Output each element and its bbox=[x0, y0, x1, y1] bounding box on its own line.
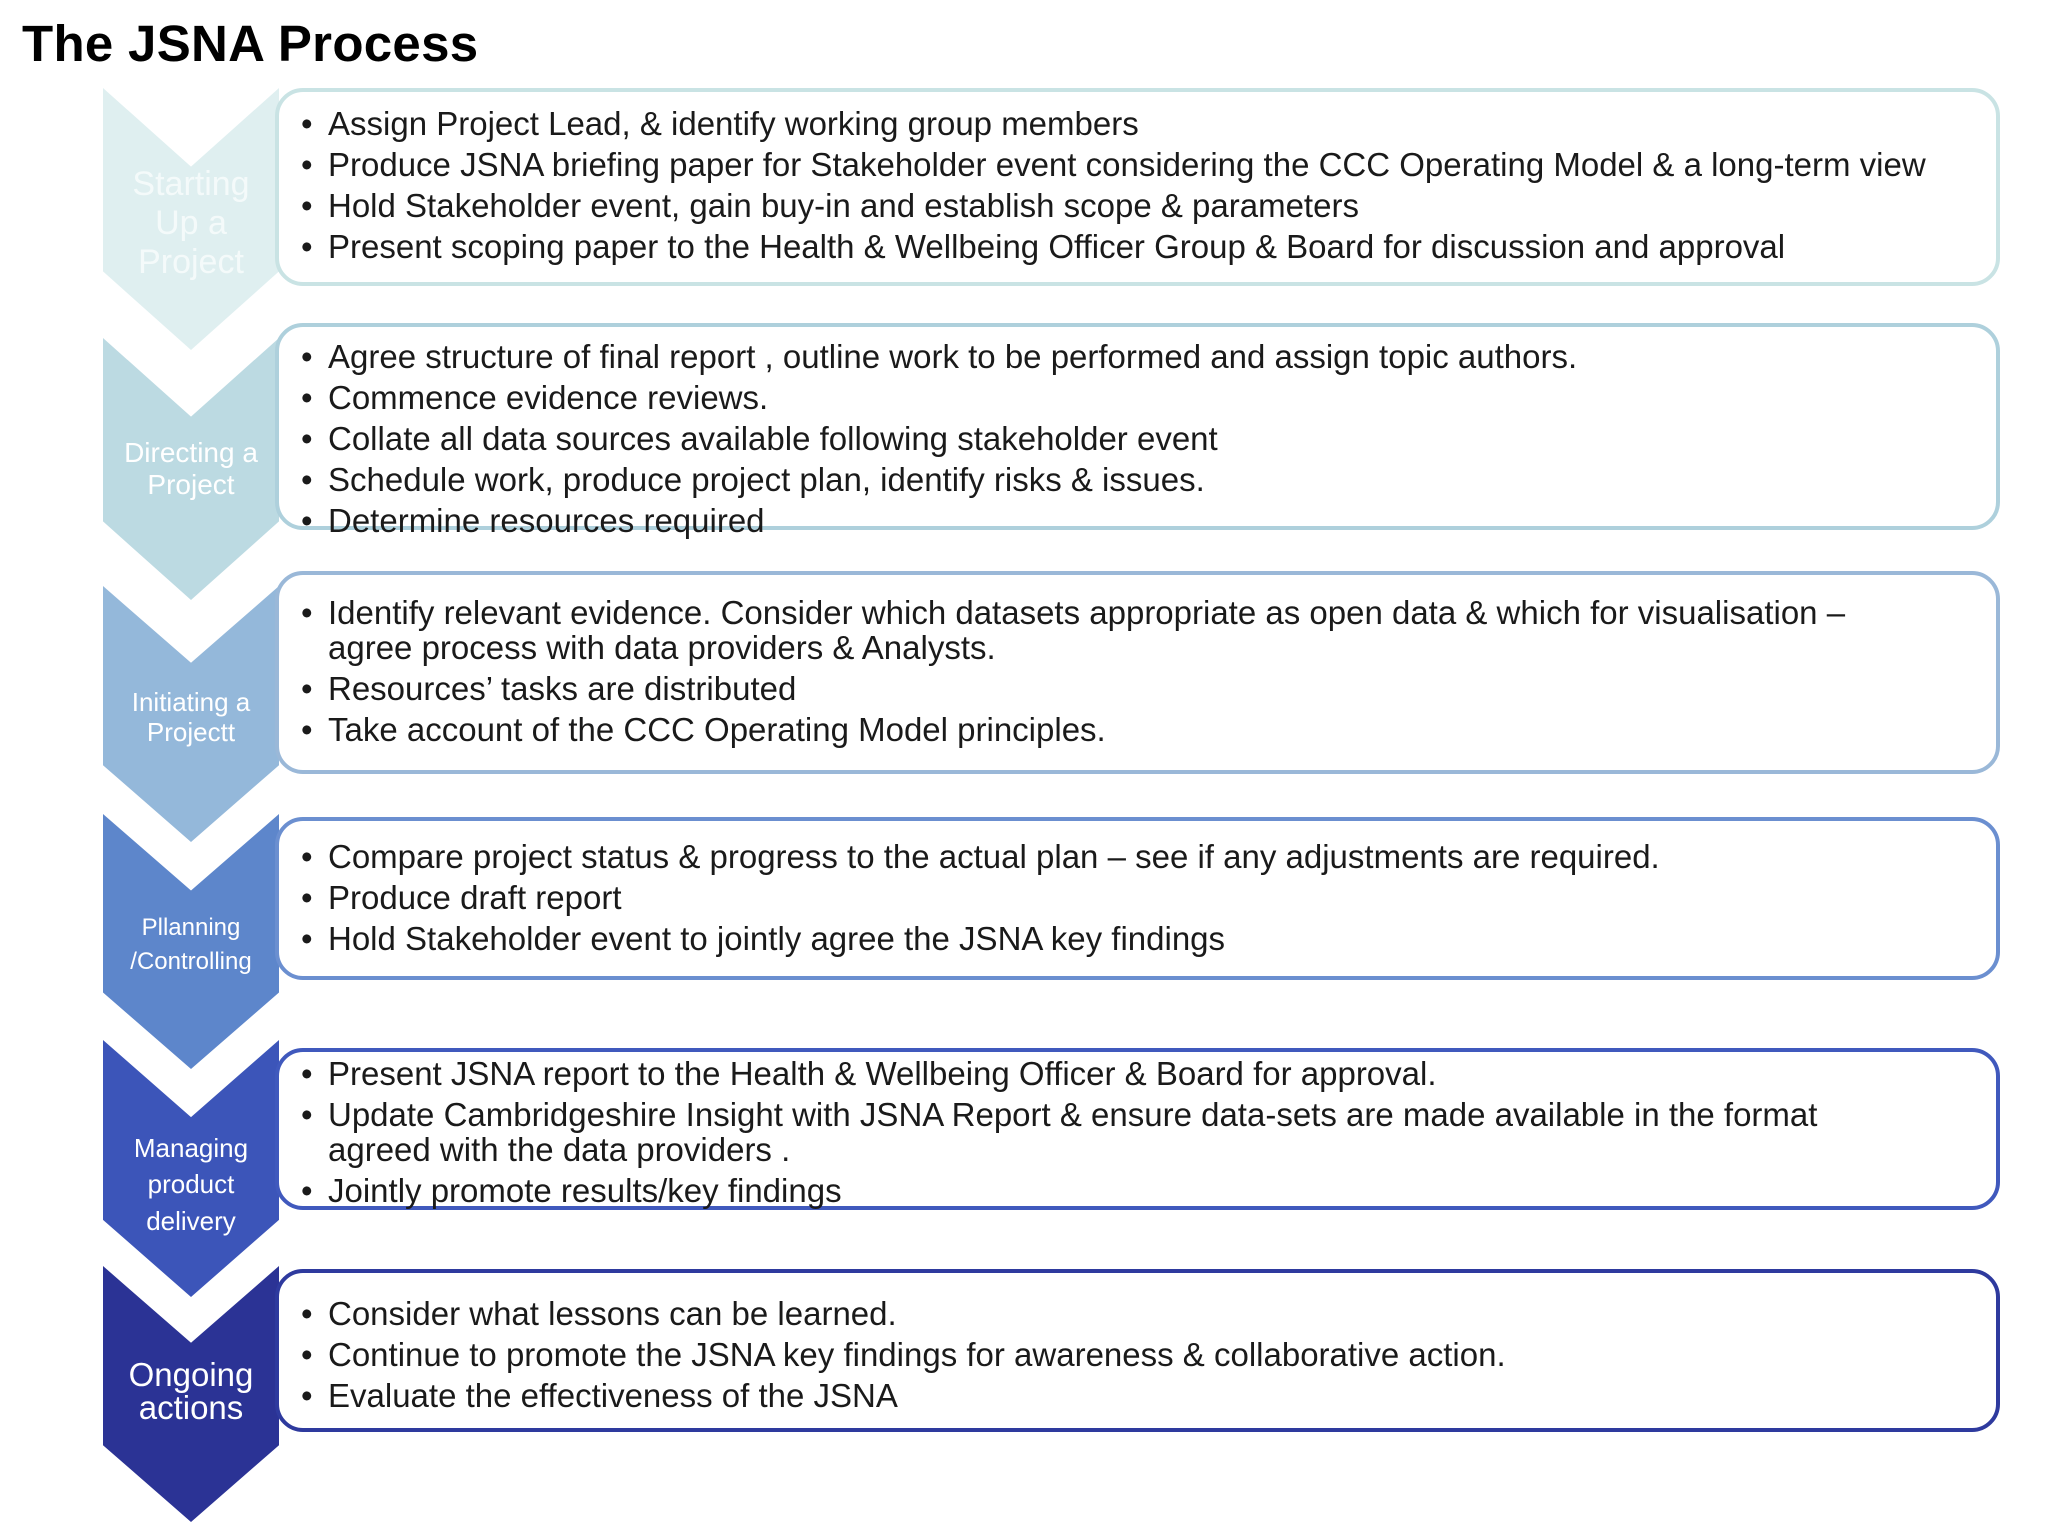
list-item: • Produce draft report bbox=[297, 880, 1996, 915]
stage-label-line: Pllanning bbox=[141, 914, 241, 941]
list-item: • Resources’ tasks are distributed bbox=[297, 671, 1996, 706]
list-item: • Evaluate the effectiveness of the JSNA bbox=[297, 1378, 1996, 1413]
list-item: • Continue to promote the JSNA key findings for awareness & collaborative action. bbox=[297, 1337, 1996, 1372]
list-item: • Agree structure of final report , outline work to be performed and assign topic authors. bbox=[297, 339, 1996, 374]
stage-item-list bbox=[297, 595, 1996, 747]
list-item: • Hold Stakeholder event, gain buy-in and establish scope & parameters bbox=[297, 188, 1996, 223]
stage-label-line: Projectt bbox=[146, 716, 236, 747]
stage-label-line: delivery bbox=[146, 1205, 236, 1236]
list-item: • Compare project status & progress to the actual plan – see if any adjustments are required. bbox=[297, 839, 1996, 874]
stage-item-list bbox=[297, 339, 1996, 538]
stage-box-starting-up bbox=[275, 88, 2000, 286]
stage-label-line: Directing a bbox=[124, 437, 258, 468]
stage-box-initiating bbox=[275, 571, 2000, 774]
list-item: • Commence evidence reviews. bbox=[297, 380, 1996, 415]
stage-box-planning bbox=[275, 817, 2000, 980]
list-item: • Take account of the CCC Operating Model principles. bbox=[297, 712, 1996, 747]
stage-item-list bbox=[297, 106, 1996, 264]
page-title: The JSNA Process bbox=[22, 15, 479, 72]
stage-label-ongoing bbox=[103, 1358, 279, 1424]
stage-label-managing bbox=[103, 1130, 279, 1239]
list-item: • Jointly promote results/key findings bbox=[297, 1173, 1996, 1208]
stage-label-line: actions bbox=[138, 1389, 244, 1426]
stage-item-list bbox=[297, 1056, 1996, 1208]
list-item: • Produce JSNA briefing paper for Stakeholder event considering the CCC Operating Model & a long-term view bbox=[297, 147, 1996, 182]
list-item: • Consider what lessons can be learned. bbox=[297, 1296, 1996, 1331]
stage-item-list bbox=[297, 1296, 1996, 1413]
list-item: • Present JSNA report to the Health & Wellbeing Officer & Board for approval. bbox=[297, 1056, 1996, 1091]
stage-label-line: Project bbox=[138, 243, 244, 282]
stage-label-planning bbox=[103, 911, 279, 978]
list-item: • Collate all data sources available following stakeholder event bbox=[297, 421, 1996, 456]
stage-label-line: product bbox=[147, 1169, 235, 1200]
stage-box-managing bbox=[275, 1048, 2000, 1210]
stage-box-ongoing bbox=[275, 1269, 2000, 1432]
stage-label-line: /Controlling bbox=[130, 947, 252, 975]
stage-item-list bbox=[297, 839, 1996, 956]
stage-label-initiating bbox=[103, 688, 279, 748]
stage-label-directing bbox=[103, 437, 279, 501]
stage-box-directing bbox=[275, 323, 2000, 539]
stage-label-line: Up a bbox=[155, 204, 227, 243]
list-item: • Assign Project Lead, & identify working group members bbox=[297, 106, 1996, 141]
stage-label-line: Starting bbox=[132, 165, 250, 203]
stage-label-starting-up bbox=[103, 165, 279, 282]
list-item: • Identify relevant evidence. Consider which datasets appropriate as open data & which for visualisation – agree process with data providers & Analysts. bbox=[297, 595, 1996, 665]
stage-label-line: Ongoing bbox=[128, 1356, 254, 1393]
list-item: • Determine resources required bbox=[297, 503, 1996, 538]
list-item: • Hold Stakeholder event to jointly agree the JSNA key findings bbox=[297, 921, 1996, 956]
list-item: • Schedule work, produce project plan, identify risks & issues. bbox=[297, 462, 1996, 497]
list-item: • Update Cambridgeshire Insight with JSNA Report & ensure data-sets are made available in the format agreed with the data providers . bbox=[297, 1097, 1996, 1167]
list-item: • Present scoping paper to the Health & Wellbeing Officer Group & Board for discussion and approval bbox=[297, 229, 1996, 264]
stage-label-line: Project bbox=[147, 469, 235, 501]
stage-label-line: Managing bbox=[133, 1133, 249, 1163]
stage-label-line: Initiating a bbox=[131, 687, 251, 717]
